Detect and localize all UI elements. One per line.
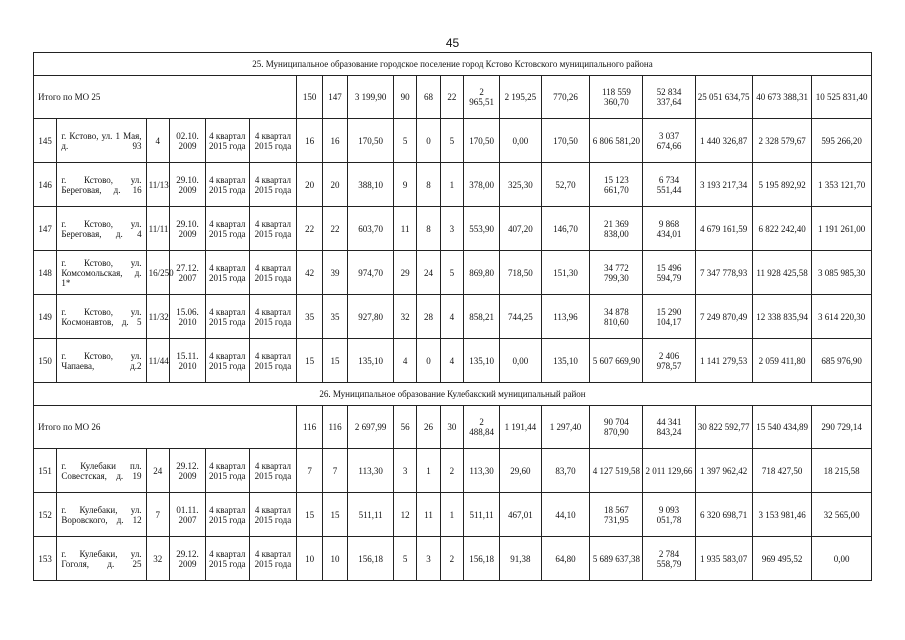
total-cell: 90	[393, 76, 416, 119]
table-cell: 3 153 981,46	[752, 493, 811, 537]
table-cell: 3	[393, 449, 416, 493]
table-cell: 9 093 051,78	[643, 493, 695, 537]
address-cell: г. Кстово, ул. 1 Мая, д. 93	[57, 119, 146, 163]
table-cell: 29.10. 2009	[169, 163, 205, 207]
table-cell: 15	[297, 493, 322, 537]
table-cell: 4 679 161,59	[695, 207, 752, 251]
table-cell: 29.12. 2009	[169, 537, 205, 581]
table-cell: 744,25	[500, 295, 541, 339]
address-cell: г. Кстово, ул. Чапаева, д.2	[57, 339, 146, 383]
table-cell: 27.12. 2007	[169, 251, 205, 295]
table-cell: 170,50	[541, 119, 590, 163]
section-title-row	[34, 383, 872, 406]
table-cell: 15	[297, 339, 322, 383]
row-number-cell: 146	[34, 163, 57, 207]
table-cell: 4 квартал 2015 года	[206, 207, 250, 251]
total-cell: 2 195,25	[500, 76, 541, 119]
table-cell: 10	[322, 537, 347, 581]
table-cell: 15.11. 2010	[169, 339, 205, 383]
total-label: Итого по МО 25	[34, 76, 297, 119]
table-cell: 6 320 698,71	[695, 493, 752, 537]
table-cell: 4 квартал 2015 года	[249, 295, 297, 339]
table-cell: 7 347 778,93	[695, 251, 752, 295]
total-cell: 22	[440, 76, 463, 119]
table-cell: 4 квартал 2015 года	[206, 537, 250, 581]
table-cell: 32 565,00	[812, 493, 872, 537]
total-cell: 118 559 360,70	[590, 76, 643, 119]
table-row	[34, 207, 872, 251]
table-row	[34, 537, 872, 581]
table-cell: 4 квартал 2015 года	[206, 119, 250, 163]
row-number-cell: 145	[34, 119, 57, 163]
table-cell: 603,70	[348, 207, 394, 251]
table-cell: 3 614 220,30	[812, 295, 872, 339]
table-cell: 869,80	[464, 251, 500, 295]
table-cell: 135,10	[348, 339, 394, 383]
table-cell: 4 квартал 2015 года	[249, 119, 297, 163]
table-cell: 511,11	[464, 493, 500, 537]
table-cell: 6 806 581,20	[590, 119, 643, 163]
table-cell: 20	[322, 163, 347, 207]
table-cell: 3	[440, 207, 463, 251]
table-cell: 3	[417, 537, 440, 581]
table-cell: 8	[417, 163, 440, 207]
table-cell: 4 квартал 2015 года	[249, 163, 297, 207]
table-cell: 3 037 674,66	[643, 119, 695, 163]
table-cell: 7	[322, 449, 347, 493]
table-cell: 3 085 985,30	[812, 251, 872, 295]
table-cell: 91,38	[500, 537, 541, 581]
table-cell: 15 123 661,70	[590, 163, 643, 207]
table-cell: 170,50	[348, 119, 394, 163]
table-cell: 22	[322, 207, 347, 251]
table-cell: 1 353 121,70	[812, 163, 872, 207]
table-cell: 44,10	[541, 493, 590, 537]
total-cell: 30 822 592,77	[695, 406, 752, 449]
total-cell: 1 191,44	[500, 406, 541, 449]
table-cell: 01.11. 2007	[169, 493, 205, 537]
table-cell: 2 328 579,67	[752, 119, 811, 163]
table-cell: 325,30	[500, 163, 541, 207]
section-total-row	[34, 76, 872, 119]
table-cell: 2 406 978,57	[643, 339, 695, 383]
table-cell: 1	[440, 493, 463, 537]
table-cell: 718,50	[500, 251, 541, 295]
page-number: 45	[445, 36, 460, 50]
table-cell: 83,70	[541, 449, 590, 493]
table-cell: 1 935 583,07	[695, 537, 752, 581]
table-cell: 15	[322, 493, 347, 537]
table-cell: 5	[393, 537, 416, 581]
table-cell: 407,20	[500, 207, 541, 251]
table-cell: 15.06. 2010	[169, 295, 205, 339]
address-cell: г. Кстово, ул. Береговая, д. 4	[57, 207, 146, 251]
row-number-cell: 151	[34, 449, 57, 493]
table-cell: 553,90	[464, 207, 500, 251]
table-cell: 29.10. 2009	[169, 207, 205, 251]
total-cell: 1 297,40	[541, 406, 590, 449]
table-cell: 1 397 962,42	[695, 449, 752, 493]
table-cell: 969 495,52	[752, 537, 811, 581]
total-cell: 3 199,90	[348, 76, 394, 119]
table-cell: 2	[440, 449, 463, 493]
table-cell: 21 369 838,00	[590, 207, 643, 251]
table-cell: 42	[297, 251, 322, 295]
total-cell: 52 834 337,64	[643, 76, 695, 119]
table-cell: 511,11	[348, 493, 394, 537]
table-cell: 18 215,58	[812, 449, 872, 493]
total-cell: 15 540 434,89	[752, 406, 811, 449]
table-cell: 4	[440, 295, 463, 339]
table-row	[34, 163, 872, 207]
table-cell: 113,30	[348, 449, 394, 493]
table-cell: 16	[297, 119, 322, 163]
table-cell: 24	[146, 449, 169, 493]
table-cell: 113,96	[541, 295, 590, 339]
table-cell: 16	[322, 119, 347, 163]
address-cell: г. Кулебаки пл. Совестская, д. 19	[57, 449, 146, 493]
table-cell: 156,18	[348, 537, 394, 581]
table-cell: 32	[393, 295, 416, 339]
table-cell: 11/11	[146, 207, 169, 251]
table-cell: 12	[393, 493, 416, 537]
table-cell: 1 141 279,53	[695, 339, 752, 383]
table-cell: 858,21	[464, 295, 500, 339]
total-cell: 68	[417, 76, 440, 119]
housing-program-table	[33, 52, 872, 581]
table-cell: 34 772 799,30	[590, 251, 643, 295]
table-cell: 29.12. 2009	[169, 449, 205, 493]
total-cell: 150	[297, 76, 322, 119]
table-cell: 0,00	[500, 119, 541, 163]
table-cell: 2 059 411,80	[752, 339, 811, 383]
table-cell: 1	[417, 449, 440, 493]
table-cell: 16/250	[146, 251, 169, 295]
table-cell: 4 квартал 2015 года	[206, 163, 250, 207]
address-cell: г. Кстово, ул. Космонавтов, д. 5	[57, 295, 146, 339]
table-cell: 685 976,90	[812, 339, 872, 383]
row-number-cell: 147	[34, 207, 57, 251]
table-cell: 32	[146, 537, 169, 581]
table-cell: 4 квартал 2015 года	[249, 207, 297, 251]
table-cell: 1	[440, 163, 463, 207]
table-cell: 9	[393, 163, 416, 207]
table-cell: 927,80	[348, 295, 394, 339]
total-cell: 770,26	[541, 76, 590, 119]
table-cell: 5	[440, 119, 463, 163]
table-cell: 15 290 104,17	[643, 295, 695, 339]
table-cell: 4 квартал 2015 года	[249, 537, 297, 581]
table-cell: 35	[322, 295, 347, 339]
table-cell: 2	[440, 537, 463, 581]
table-cell: 34 878 810,60	[590, 295, 643, 339]
table-cell: 4	[440, 339, 463, 383]
table-cell: 5	[393, 119, 416, 163]
table-cell: 8	[417, 207, 440, 251]
address-cell: г. Кстово, ул. Комсомольская, д. 1*	[57, 251, 146, 295]
total-cell: 290 729,14	[812, 406, 872, 449]
table-cell: 146,70	[541, 207, 590, 251]
table-cell: 0,00	[812, 537, 872, 581]
total-cell: 116	[322, 406, 347, 449]
table-body	[34, 53, 872, 581]
table-cell: 2 784 558,79	[643, 537, 695, 581]
table-cell: 11/13	[146, 163, 169, 207]
table-cell: 0	[417, 339, 440, 383]
row-number-cell: 148	[34, 251, 57, 295]
table-cell: 12 338 835,94	[752, 295, 811, 339]
table-cell: 15	[322, 339, 347, 383]
row-number-cell: 150	[34, 339, 57, 383]
table-row	[34, 493, 872, 537]
table-cell: 7	[146, 493, 169, 537]
table-cell: 4	[146, 119, 169, 163]
table-cell: 4 квартал 2015 года	[206, 449, 250, 493]
table-cell: 1 440 326,87	[695, 119, 752, 163]
total-cell: 147	[322, 76, 347, 119]
section-title-row	[34, 53, 872, 76]
table-cell: 29,60	[500, 449, 541, 493]
table-row	[34, 449, 872, 493]
row-number-cell: 153	[34, 537, 57, 581]
table-cell: 4 квартал 2015 года	[206, 251, 250, 295]
table-cell: 388,10	[348, 163, 394, 207]
table-cell: 4	[393, 339, 416, 383]
table-row	[34, 119, 872, 163]
total-cell: 10 525 831,40	[812, 76, 872, 119]
table-cell: 170,50	[464, 119, 500, 163]
table-cell: 595 266,20	[812, 119, 872, 163]
table-cell: 6 734 551,44	[643, 163, 695, 207]
table-cell: 156,18	[464, 537, 500, 581]
total-cell: 40 673 388,31	[752, 76, 811, 119]
table-cell: 378,00	[464, 163, 500, 207]
table-cell: 22	[297, 207, 322, 251]
table-cell: 113,30	[464, 449, 500, 493]
table-cell: 6 822 242,40	[752, 207, 811, 251]
table-cell: 4 квартал 2015 года	[249, 339, 297, 383]
table-cell: 4 квартал 2015 года	[249, 251, 297, 295]
table-cell: 28	[417, 295, 440, 339]
address-cell: г. Кулебаки, ул. Гоголя, д. 25	[57, 537, 146, 581]
table-cell: 4 квартал 2015 года	[249, 493, 297, 537]
address-cell: г. Кстово, ул. Береговая, д. 16	[57, 163, 146, 207]
table-cell: 4 127 519,58	[590, 449, 643, 493]
total-cell: 26	[417, 406, 440, 449]
table-cell: 11/44	[146, 339, 169, 383]
table-cell: 0	[417, 119, 440, 163]
table-cell: 11	[393, 207, 416, 251]
table-cell: 10	[297, 537, 322, 581]
table-cell: 5	[440, 251, 463, 295]
table-cell: 151,30	[541, 251, 590, 295]
table-cell: 7 249 870,49	[695, 295, 752, 339]
table-cell: 467,01	[500, 493, 541, 537]
table-cell: 2 011 129,66	[643, 449, 695, 493]
table-cell: 11	[417, 493, 440, 537]
table-cell: 3 193 217,34	[695, 163, 752, 207]
table-cell: 29	[393, 251, 416, 295]
table-cell: 4 квартал 2015 года	[206, 295, 250, 339]
table-row	[34, 251, 872, 295]
table-cell: 24	[417, 251, 440, 295]
table-cell: 20	[297, 163, 322, 207]
table-cell: 5 195 892,92	[752, 163, 811, 207]
table-cell: 718 427,50	[752, 449, 811, 493]
table-cell: 18 567 731,95	[590, 493, 643, 537]
table-cell: 64,80	[541, 537, 590, 581]
row-number-cell: 149	[34, 295, 57, 339]
table-cell: 11 928 425,58	[752, 251, 811, 295]
table-cell: 9 868 434,01	[643, 207, 695, 251]
section-total-row	[34, 406, 872, 449]
total-label: Итого по МО 26	[34, 406, 297, 449]
table-cell: 135,10	[464, 339, 500, 383]
table-cell: 4 квартал 2015 года	[206, 493, 250, 537]
table-cell: 1 191 261,00	[812, 207, 872, 251]
table-row	[34, 295, 872, 339]
table-cell: 02.10. 2009	[169, 119, 205, 163]
total-cell: 90 704 870,90	[590, 406, 643, 449]
total-cell: 25 051 634,75	[695, 76, 752, 119]
total-cell: 2 965,51	[464, 76, 500, 119]
table-cell: 4 квартал 2015 года	[249, 449, 297, 493]
table-cell: 4 квартал 2015 года	[206, 339, 250, 383]
table-cell: 11/32	[146, 295, 169, 339]
address-cell: г. Кулебаки, ул. Воровского, д. 12	[57, 493, 146, 537]
total-cell: 44 341 843,24	[643, 406, 695, 449]
table-cell: 0,00	[500, 339, 541, 383]
table-row	[34, 339, 872, 383]
section-title: 26. Муниципальное образование Кулебакский муниципальный район	[34, 383, 872, 406]
row-number-cell: 152	[34, 493, 57, 537]
table-cell: 7	[297, 449, 322, 493]
total-cell: 30	[440, 406, 463, 449]
total-cell: 56	[393, 406, 416, 449]
total-cell: 2 488,84	[464, 406, 500, 449]
table-cell: 5 689 637,38	[590, 537, 643, 581]
table-cell: 5 607 669,90	[590, 339, 643, 383]
total-cell: 2 697,99	[348, 406, 394, 449]
section-title: 25. Муниципальное образование городское поселение город Кстово Кстовского муниципального района	[34, 53, 872, 76]
table-cell: 15 496 594,79	[643, 251, 695, 295]
table-cell: 39	[322, 251, 347, 295]
table-cell: 135,10	[541, 339, 590, 383]
table-cell: 52,70	[541, 163, 590, 207]
total-cell: 116	[297, 406, 322, 449]
table-cell: 974,70	[348, 251, 394, 295]
table-cell: 35	[297, 295, 322, 339]
